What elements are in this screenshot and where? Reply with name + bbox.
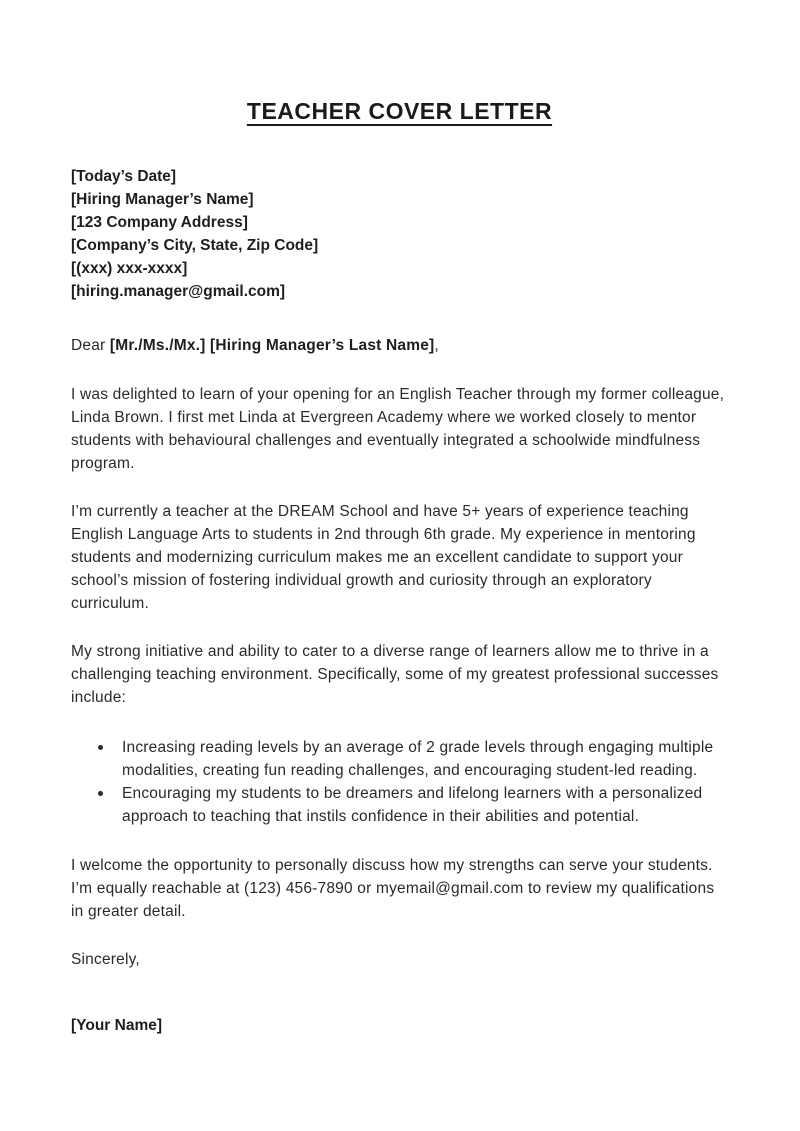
recipient-line-date: [Today’s Date] — [71, 168, 177, 185]
recipient-line-phone: [(xxx) xxx-xxxx] — [71, 260, 188, 277]
page-title: TEACHER COVER LETTER — [246, 98, 553, 124]
salutation-placeholder: [Mr./Ms./Mx.] [Hiring Manager’s Last Name] — [109, 337, 435, 354]
signature-placeholder: [Your Name] — [71, 1017, 163, 1034]
bullet-icon — [98, 745, 103, 750]
list-item — [98, 782, 728, 828]
paragraph-experience: I’m currently a teacher at the DREAM School and have 5+ years of experience teaching English Language Arts to students in 2nd through 6th grade. My experience in mentoring students and modernizing curriculum makes me an excellent candidate to support your school’s mission of fostering individual growth and curiosity through an exploratory curriculum. — [71, 503, 696, 612]
recipient-line-city-state-zip: [Company’s City, State, Zip Code] — [71, 237, 319, 254]
recipient-block — [71, 165, 728, 303]
salutation-suffix: , — [434, 337, 439, 354]
recipient-line-company-address: [123 Company Address] — [71, 214, 248, 231]
signoff: Sincerely, — [71, 951, 140, 968]
achievements-list — [71, 736, 728, 828]
achievement-text: Encouraging my students to be dreamers and lifelong learners with a personalized approach to teaching that instils confidence in their abilities and potential. — [122, 785, 703, 825]
bullet-icon — [98, 791, 103, 796]
paragraph-successes-intro: My strong initiative and ability to cater to a diverse range of learners allow me to thrive in a challenging teaching environment. Specifically, some of my greatest professional successes include: — [71, 643, 719, 706]
salutation-prefix: Dear — [71, 337, 110, 354]
paragraph-opening: I was delighted to learn of your opening for an English Teacher through my former colleague, Linda Brown. I first met Linda at Evergreen Academy where we worked closely to mentor students with behavioural challenges and eventually integrated a schoolwide mindfulness program. — [71, 386, 725, 472]
achievement-text: Increasing reading levels by an average of 2 grade levels through engaging multiple modalities, creating fun reading challenges, and encouraging student-led reading. — [122, 739, 714, 779]
salutation — [71, 334, 728, 357]
list-item — [98, 736, 728, 782]
recipient-line-manager-name: [Hiring Manager’s Name] — [71, 191, 254, 208]
recipient-line-email: [hiring.manager@gmail.com] — [71, 283, 286, 300]
paragraph-closing: I welcome the opportunity to personally discuss how my strengths can serve your students. I’m equally reachable at (123) 456-7890 or myemail@gmail.com to review my qualifications in greater detail. — [71, 857, 715, 920]
